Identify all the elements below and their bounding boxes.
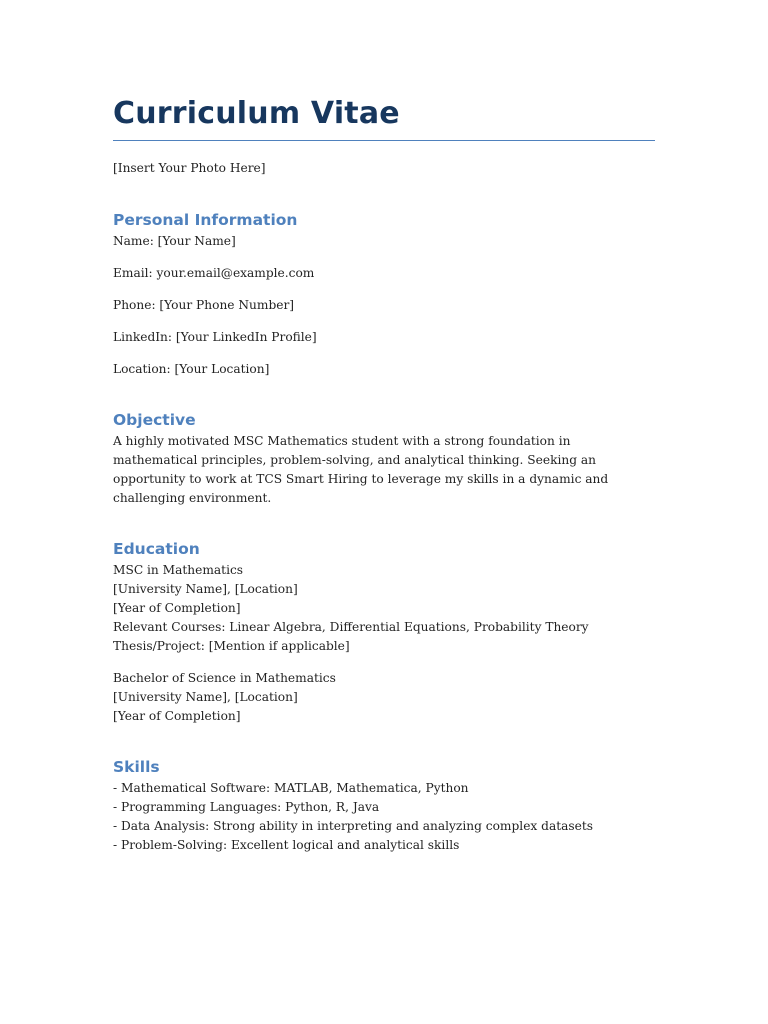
section-heading-skills: Skills — [113, 758, 160, 776]
education-courses: Relevant Courses: Linear Algebra, Differential Equations, Probability Theory — [113, 620, 589, 634]
objective-paragraph: A highly motivated MSC Mathematics student with a strong foundation in mathematical principles, problem-solving, and analytical thinking. Seeking an opportunity to work at TCS Smart Hiring to leverage my skills in a dynamic and challenging environment. — [113, 434, 609, 505]
education-degree: Bachelor of Science in Mathematics — [113, 671, 336, 685]
photo-placeholder: [Insert Your Photo Here] — [113, 161, 266, 175]
email-line: Email: your.email@example.com — [113, 266, 315, 280]
skill-item: - Programming Languages: Python, R, Java — [113, 800, 380, 814]
section-heading-personal-information: Personal Information — [113, 211, 298, 229]
education-entry-msc — [113, 561, 655, 656]
skill-item: - Problem-Solving: Excellent logical and analytical skills — [113, 838, 460, 852]
education-section — [113, 561, 655, 726]
linkedin-line: LinkedIn: [Your LinkedIn Profile] — [113, 330, 317, 344]
education-university: [University Name], [Location] — [113, 582, 298, 596]
skill-item: - Mathematical Software: MATLAB, Mathematica, Python — [113, 781, 469, 795]
document-title: Curriculum Vitae — [113, 92, 655, 141]
location-line: Location: [Your Location] — [113, 362, 270, 376]
education-year: [Year of Completion] — [113, 601, 241, 615]
section-heading-education: Education — [113, 540, 200, 558]
skills-list — [113, 779, 655, 855]
education-thesis: Thesis/Project: [Mention if applicable] — [113, 639, 350, 653]
education-year: [Year of Completion] — [113, 709, 241, 723]
education-entry-bsc — [113, 669, 655, 726]
skill-item: - Data Analysis: Strong ability in interpreting and analyzing complex datasets — [113, 819, 594, 833]
name-line: Name: [Your Name] — [113, 234, 236, 248]
education-university: [University Name], [Location] — [113, 690, 298, 704]
personal-information-section — [113, 232, 655, 379]
phone-line: Phone: [Your Phone Number] — [113, 298, 295, 312]
document-content — [113, 92, 655, 855]
section-heading-objective: Objective — [113, 411, 196, 429]
education-degree: MSC in Mathematics — [113, 563, 244, 577]
